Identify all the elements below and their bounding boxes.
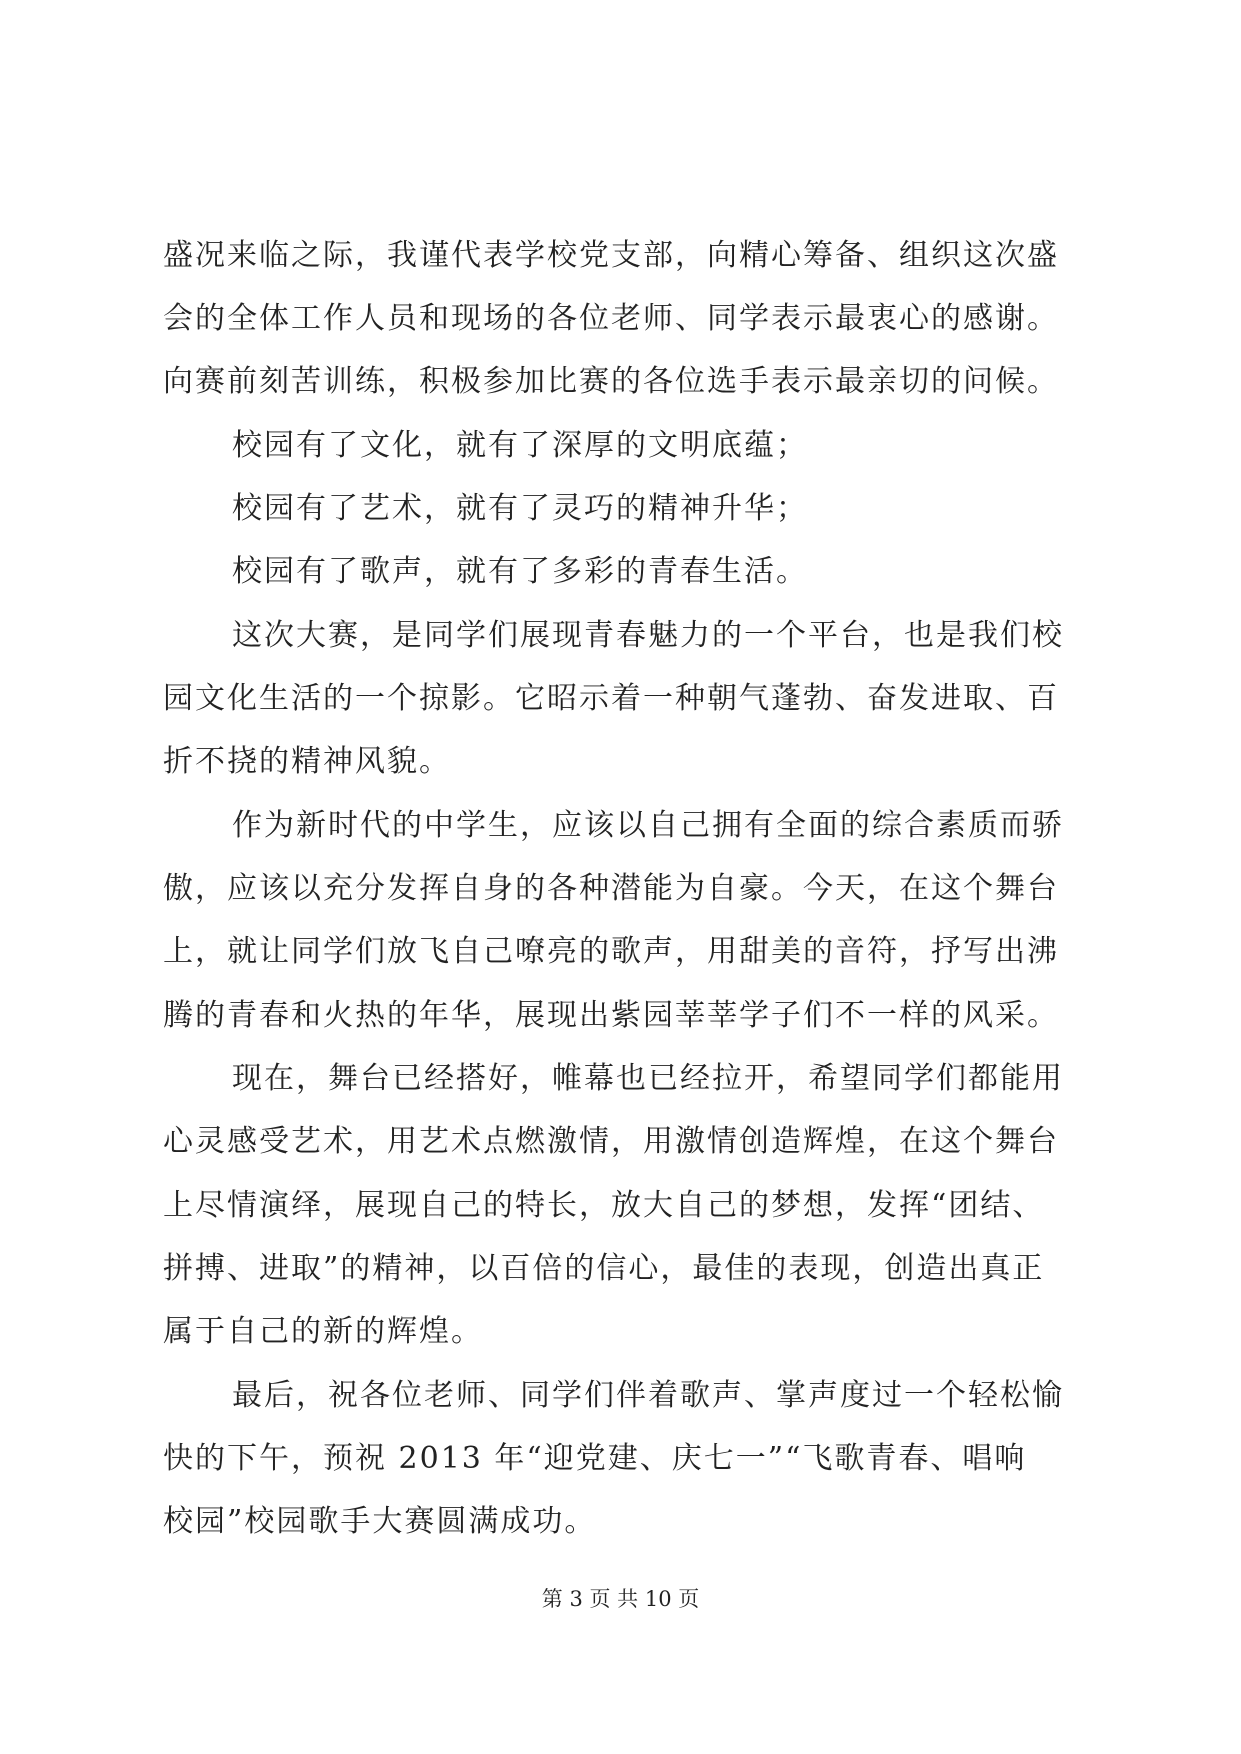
text-line: 最后，祝各位老师、同学们伴着歌声、掌声度过一个轻松愉 [232,1378,1064,1413]
text-line: 腾的青春和火热的年华，展现出紫园莘莘学子们不一样的风采。 [163,998,1059,1033]
text-line: 上，就让同学们放飞自己嘹亮的歌声，用甜美的音符，抒写出沸 [163,934,1059,969]
text-line: 傲，应该以充分发挥自身的各种潜能为自豪。今天，在这个舞台 [163,871,1059,906]
text-line: 属于自己的新的辉煌。 [163,1314,483,1349]
text-line: 现在，舞台已经搭好，帷幕也已经拉开，希望同学们都能用 [232,1061,1064,1096]
text-line: 校园”校园歌手大赛圆满成功。 [163,1504,597,1539]
text-line: 上尽情演绎，展现自己的特长，放大自己的梦想，发挥“团结、 [163,1188,1045,1223]
text-line: 心灵感受艺术，用艺术点燃激情，用激情创造辉煌，在这个舞台 [163,1124,1059,1159]
text-line: 拼搏、进取”的精神，以百倍的信心，最佳的表现，创造出真正 [163,1251,1045,1286]
text-line: 校园有了文化，就有了深厚的文明底蕴； [232,428,808,463]
text-line: 作为新时代的中学生，应该以自己拥有全面的综合素质而骄 [232,808,1064,843]
text-line: 园文化生活的一个掠影。它昭示着一种朝气蓬勃、奋发进取、百 [163,681,1059,716]
text-line: 向赛前刻苦训练，积极参加比赛的各位选手表示最亲切的问候。 [163,364,1059,399]
text-line: 校园有了艺术，就有了灵巧的精神升华； [232,491,808,526]
text-line: 校园有了歌声，就有了多彩的青春生活。 [232,554,808,589]
text-line: 这次大赛，是同学们展现青春魅力的一个平台，也是我们校 [232,618,1064,653]
text-line: 折不挠的精神风貌。 [163,744,451,779]
page-number-footer: 第 3 页 共 10 页 [541,1587,700,1611]
text-line: 快的下午，预祝 2013 年“迎党建、庆七一”“飞歌青春、唱响 [163,1441,1027,1476]
text-line: 盛况来临之际，我谨代表学校党支部，向精心筹备、组织这次盛 [163,238,1059,273]
text-line: 会的全体工作人员和现场的各位老师、同学表示最衷心的感谢。 [163,301,1059,336]
